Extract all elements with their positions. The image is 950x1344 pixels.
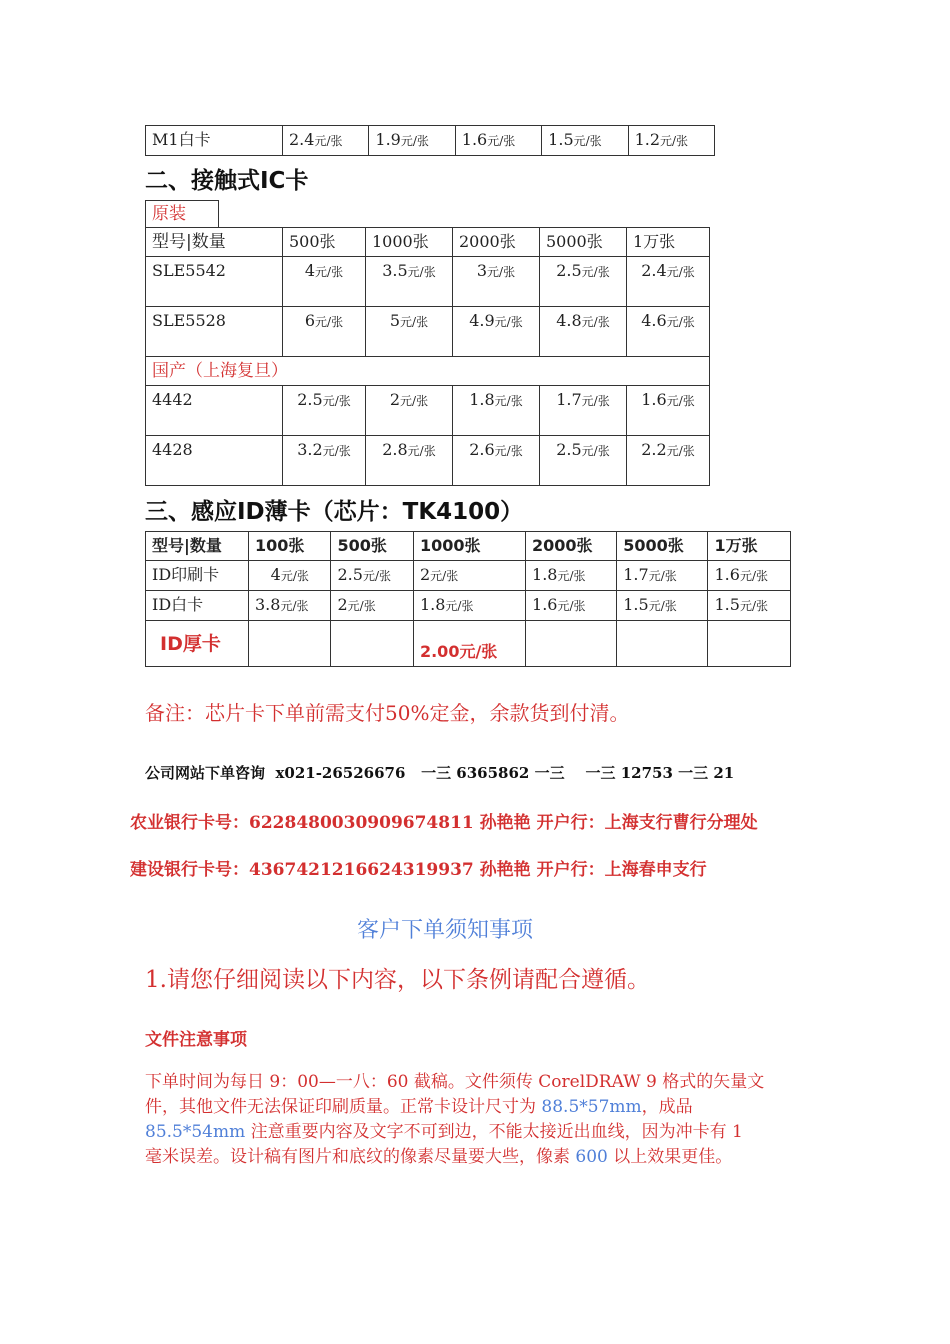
model-cell: ID印刷卡 xyxy=(146,561,249,591)
price-cell: 1.6元/张 xyxy=(626,386,709,436)
empty-cell xyxy=(331,621,413,667)
price-cell: 2元/张 xyxy=(365,386,452,436)
table-row xyxy=(146,561,791,591)
table-row xyxy=(146,257,710,307)
empty-cell xyxy=(526,621,617,667)
notice-title: 客户下单须知事项 xyxy=(356,918,533,943)
price-cell: 2.2元/张 xyxy=(626,436,709,486)
price-cell: 1.8元/张 xyxy=(413,591,525,621)
price-cell: 2元/张 xyxy=(413,561,525,591)
col-header: 型号|数量 xyxy=(146,532,249,561)
section3-title: 三、感应ID薄卡（芯片：TK4100） xyxy=(145,499,524,525)
price-cell: 1.7元/张 xyxy=(617,561,708,591)
para-line: 毫米误差。设计稿有图片和底纹的像素尽量要大些，像素 600 以上效果更佳。 xyxy=(145,1147,733,1167)
table-row xyxy=(146,436,710,486)
group-row xyxy=(146,357,710,386)
model-cell: SLE5528 xyxy=(146,307,283,357)
price-cell: 3元/张 xyxy=(452,257,539,307)
col-header: 500张 xyxy=(331,532,413,561)
price-cell: 6元/张 xyxy=(283,307,366,357)
price-cell: 2.4元/张 xyxy=(626,257,709,307)
price-cell: 1.6元/张 xyxy=(708,561,791,591)
contact-line: 公司网站下单咨询 x021-26526676 一三 6365862 一三 一三 12753 一三 21 xyxy=(145,764,735,782)
price-cell: 3.8元/张 xyxy=(249,591,331,621)
notice-intro: 1.请您仔细阅读以下内容，以下条例请配合遵循。 xyxy=(145,967,650,993)
price-cell: 5元/张 xyxy=(365,307,452,357)
m1-label: M1白卡 xyxy=(146,126,283,156)
section2-title: 二、接触式IC卡 xyxy=(145,168,309,194)
thick-card-price: 2.00元/张 xyxy=(413,621,525,667)
price-cell: 4.9元/张 xyxy=(452,307,539,357)
price-cell: 4.8元/张 xyxy=(539,307,626,357)
thick-card-label: ID厚卡 xyxy=(146,621,249,667)
col-header: 1000张 xyxy=(413,532,525,561)
table-row xyxy=(146,307,710,357)
col-header: 2000张 xyxy=(452,228,539,257)
col-header: 1万张 xyxy=(626,228,709,257)
group-original-label: 原装 xyxy=(145,200,219,227)
price-cell: 4元/张 xyxy=(283,257,366,307)
price-cell: 1.2元/张 xyxy=(628,126,714,156)
empty-cell xyxy=(617,621,708,667)
group-domestic-label: 国产（上海复旦） xyxy=(146,357,710,386)
file-notes-paragraph xyxy=(145,1070,805,1170)
model-cell: 4428 xyxy=(146,436,283,486)
price-cell: 1.5元/张 xyxy=(708,591,791,621)
m1-table xyxy=(145,125,715,156)
para-line: 件，其他文件无法保证印刷质量。正常卡设计尺寸为 88.5*57mm，成品 xyxy=(145,1097,693,1117)
price-cell: 2.5元/张 xyxy=(331,561,413,591)
deposit-note: 备注：芯片卡下单前需支付50%定金，余款货到付清。 xyxy=(145,701,630,725)
price-cell: 2.6元/张 xyxy=(452,436,539,486)
col-header: 5000张 xyxy=(617,532,708,561)
bank-abc-line: 农业银行卡号：6228480030909674811 孙艳艳 开户行：上海支行曹行分理处 xyxy=(130,813,758,833)
bank-ccb-line: 建设银行卡号：4367421216624319937 孙艳艳 开户行：上海春申支行 xyxy=(130,860,707,880)
price-cell: 3.5元/张 xyxy=(365,257,452,307)
col-header: 5000张 xyxy=(539,228,626,257)
model-cell: SLE5542 xyxy=(146,257,283,307)
price-cell: 1.5元/张 xyxy=(617,591,708,621)
empty-cell xyxy=(708,621,791,667)
price-cell: 2.5元/张 xyxy=(283,386,366,436)
price-cell: 4元/张 xyxy=(249,561,331,591)
id-card-table xyxy=(145,531,791,667)
col-header: 1000张 xyxy=(365,228,452,257)
empty-cell xyxy=(249,621,331,667)
table-row xyxy=(146,621,791,667)
table-row xyxy=(146,591,791,621)
price-cell: 1.8元/张 xyxy=(526,561,617,591)
col-header: 型号|数量 xyxy=(146,228,283,257)
price-cell: 1.7元/张 xyxy=(539,386,626,436)
model-cell: ID白卡 xyxy=(146,591,249,621)
price-cell: 1.5元/张 xyxy=(542,126,628,156)
table-header-row xyxy=(146,228,710,257)
table-row xyxy=(146,126,715,156)
col-header: 1万张 xyxy=(708,532,791,561)
price-cell: 1.9元/张 xyxy=(369,126,455,156)
price-cell: 1.8元/张 xyxy=(452,386,539,436)
price-cell: 2.5元/张 xyxy=(539,436,626,486)
price-cell: 4.6元/张 xyxy=(626,307,709,357)
col-header: 500张 xyxy=(283,228,366,257)
table-row xyxy=(146,386,710,436)
price-cell: 1.6元/张 xyxy=(455,126,541,156)
para-line: 85.5*54mm 注意重要内容及文字不可到边，不能太接近出血线，因为冲卡有 1 xyxy=(145,1122,743,1142)
model-cell: 4442 xyxy=(146,386,283,436)
price-cell: 2元/张 xyxy=(331,591,413,621)
price-cell: 2.4元/张 xyxy=(283,126,369,156)
price-cell: 3.2元/张 xyxy=(283,436,366,486)
price-cell: 2.5元/张 xyxy=(539,257,626,307)
price-cell: 1.6元/张 xyxy=(526,591,617,621)
price-cell: 2.8元/张 xyxy=(365,436,452,486)
file-notes-title: 文件注意事项 xyxy=(145,1030,247,1050)
col-header: 100张 xyxy=(249,532,331,561)
col-header: 2000张 xyxy=(526,532,617,561)
ic-card-table xyxy=(145,227,710,486)
table-header-row xyxy=(146,532,791,561)
para-line: 下单时间为每日 9：00—一八：60 截稿。文件须传 CorelDRAW 9 格式的矢量文 xyxy=(145,1072,765,1092)
